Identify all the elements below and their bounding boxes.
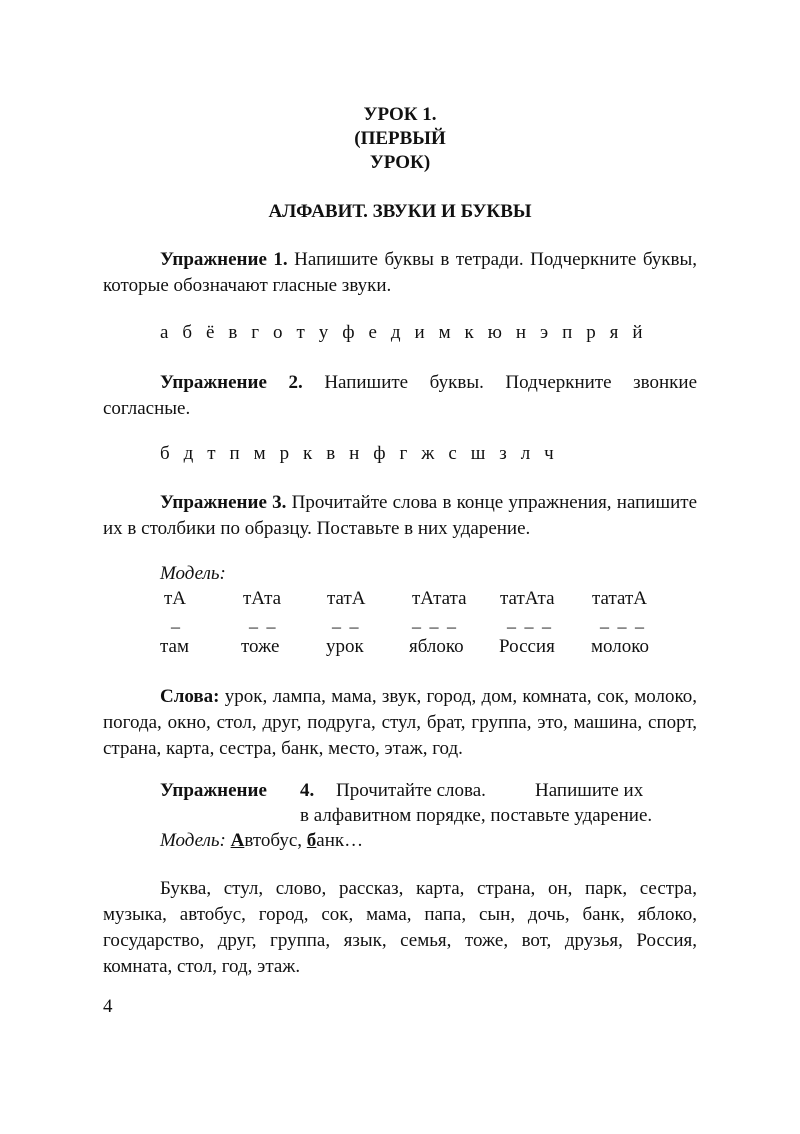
exercise-4-model-label: Модель: (160, 830, 226, 851)
lesson-title-line-2: (ПЕРВЫЙ (354, 128, 446, 149)
exercise-4-model (160, 830, 363, 852)
model-word-rest-b: анк… (316, 830, 364, 851)
exercise-1-letters: а б ё в г о т у ф е д и м к ю н э п р я й (160, 322, 645, 343)
exercise-4-word-list: Буква, стул, слово, рассказ, карта, страна, он, парк, сестра, музыка, автобус, город, сок, мама, папа, сын, дочь, банк, яблоко, государство, друг, группа, язык, семья, тоже, вот, друзья, Россия, комната, стол, год, этаж. (103, 878, 697, 977)
stressed-letter-a: А (230, 830, 245, 851)
stress-dashes-6: _ _ _ (600, 610, 646, 630)
pattern-5: татАта (500, 588, 555, 609)
exercise-2-text: Напишите буквы. Подчеркните звонкие согласные. (103, 372, 697, 419)
pattern-6: тататА (592, 588, 647, 609)
model-word-3: урок (326, 636, 364, 657)
exercise-3-label: Упражнение 3. (160, 492, 287, 513)
model-word-1: там (160, 636, 189, 657)
exercise-4-text-2: Напишите их (535, 780, 644, 801)
stress-dashes-5: _ _ _ (507, 610, 553, 630)
exercise-3-word-list (103, 684, 697, 762)
stress-dashes-1: _ (171, 610, 182, 630)
pattern-1: тА (164, 588, 187, 609)
model-word-2: тоже (241, 636, 280, 657)
model-word-5: Россия (499, 636, 555, 657)
stress-dashes-2: _ _ (249, 610, 278, 630)
exercise-2 (103, 370, 697, 422)
exercise-3-model-label: Модель: (160, 563, 226, 584)
exercise-1-label: Упражнение 1. (160, 249, 288, 270)
exercise-1-text: Напишите буквы в тетради. Подчеркните буквы, которые обозначают гласные звуки. (103, 249, 697, 296)
exercise-4-text-1: Прочитайте слова. (336, 780, 486, 801)
pattern-2: тАта (243, 588, 282, 609)
model-word-rest-a: втобус, (244, 830, 307, 851)
stress-dashes-3: _ _ (332, 610, 361, 630)
exercise-2-label: Упражнение 2. (160, 372, 303, 393)
section-title: АЛФАВИТ. ЗВУКИ И БУКВЫ (268, 201, 532, 222)
model-word-6: молоко (591, 636, 650, 657)
stress-dashes-4: _ _ _ (412, 610, 458, 630)
exercise-4-text-3: в алфавитном порядке, поставьте ударение. (300, 805, 653, 826)
words-text: урок, лампа, мама, звук, город, дом, комната, сок, молоко, погода, окно, стол, друг, подруга, стул, брат, группа, это, машина, спорт, страна, карта, сестра, банк, место, этаж, год. (103, 686, 697, 759)
model-word-4: яблоко (409, 636, 464, 657)
words-label: Слова: (160, 686, 220, 707)
exercise-3 (103, 490, 697, 542)
lesson-title-line-3: УРОК) (369, 152, 431, 173)
exercise-4-number: 4. (300, 780, 315, 801)
stressed-letter-b: б (306, 830, 317, 851)
exercise-2-letters: б д т п м р к в н ф г ж с ш з л ч (160, 443, 556, 464)
pattern-3: татА (327, 588, 366, 609)
lesson-title-line-1: УРОК 1. (363, 104, 437, 125)
exercise-3-text: Прочитайте слова в конце упражнения, напишите их в столбики по образцу. Поставьте в них ударение. (103, 492, 698, 539)
page-number: 4 (103, 996, 113, 1017)
pattern-4: тАтата (412, 588, 467, 609)
exercise-4-label: Упражнение (160, 780, 267, 801)
exercise-1 (103, 247, 697, 299)
